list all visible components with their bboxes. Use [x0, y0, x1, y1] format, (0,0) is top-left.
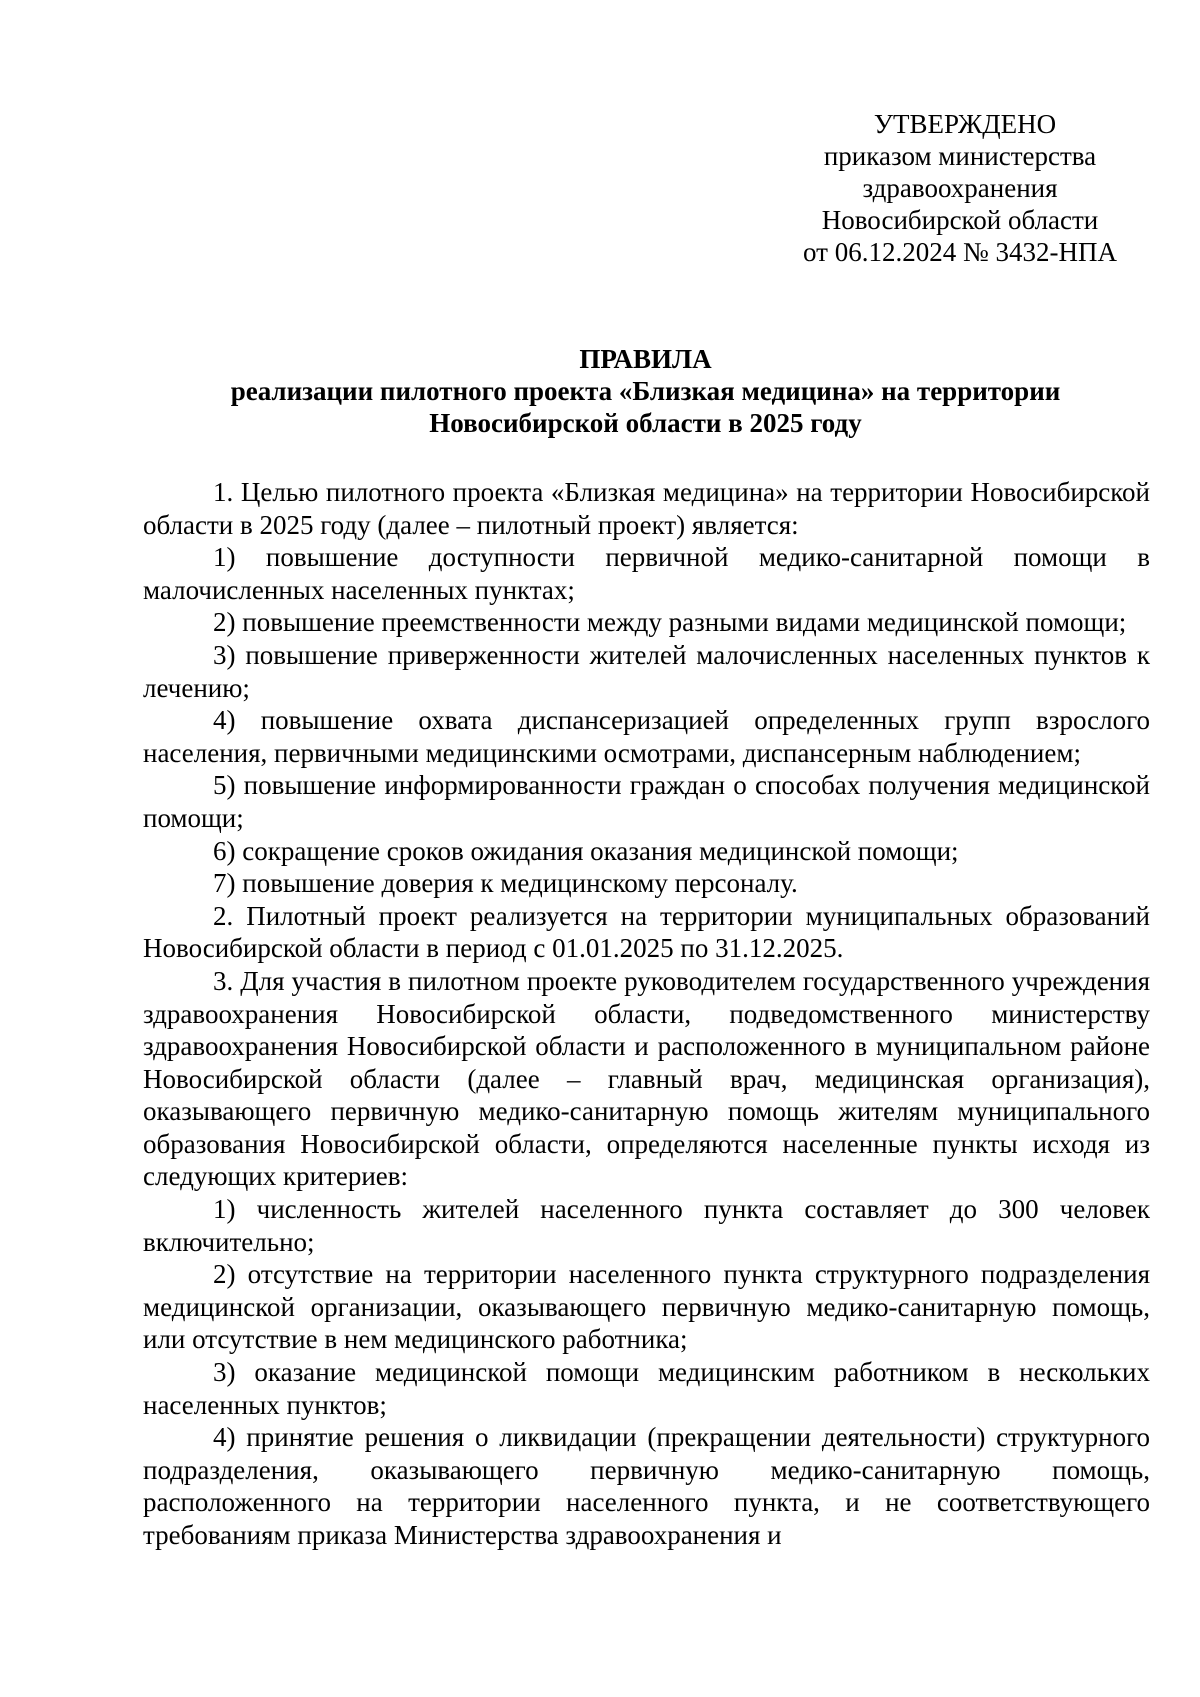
approval-line-2: здравоохранения [862, 173, 1058, 203]
approval-line-1: приказом министерства [823, 141, 1097, 171]
approval-line-3: Новосибирской области [821, 205, 1099, 235]
title-line-1: реализации пилотного проекта «Близкая медицина» на территории [230, 376, 1061, 406]
paragraph-1-item-4: 4) повышение охвата диспансеризацией определенных групп взрослого населения, первичными медицинскими осмотрами, диспансерным наблюдением; [143, 705, 1150, 768]
document-body [143, 476, 1150, 1552]
paragraph-3-item-3: 3) оказание медицинской помощи медицинским работником в нескольких населенных пунктов; [143, 1357, 1150, 1420]
paragraph-1-item-3: 3) повышение приверженности жителей малочисленных населенных пунктов к лечению; [143, 639, 1150, 703]
paragraph-3-item-1: 1) численность жителей населенного пункта составляет до 300 человек включительно; [143, 1194, 1150, 1257]
paragraph-3-item-4: 4) принятие решения о ликвидации (прекращении деятельности) структурного подразделения, оказывающего первичную медико-санитарную помощь, расположенного на территории населенного пункта, и не соответствующего требованиям приказа Министерства здравоохранения и [143, 1422, 1150, 1550]
paragraph-1: 1. Целью пилотного проекта «Близкая медицина» на территории Новосибирской области в 2025 году (далее – пилотный проект) является: [143, 477, 1150, 540]
paragraph-1-item-7: 7) повышение доверия к медицинскому персоналу. [213, 868, 798, 899]
document-title [140, 343, 1151, 439]
paragraph-3-item-2: 2) отсутствие на территории населенного пункта структурного подразделения медицинской организации, оказывающего первичную медико-санитарную помощь, или отсутствие в нем медицинского работника; [143, 1259, 1150, 1355]
approval-heading: УТВЕРЖДЕНО [873, 109, 1057, 139]
paragraph-1-item-1: 1) повышение доступности первичной медико-санитарной помощи в малочисленных населенных пунктах; [143, 542, 1150, 605]
paragraph-2: 2. Пилотный проект реализуется на территории муниципальных образований Новосибирской области в период с 01.01.2025 по 31.12.2025. [143, 900, 1150, 964]
approval-line-4: от 06.12.2024 № 3432-НПА [803, 237, 1117, 267]
paragraph-3: 3. Для участия в пилотном проекте руководителем государственного учреждения здравоохранения Новосибирской области, подведомственного министерству здравоохранения Новосибирской области и расположенного в муниципальном районе Новосибирской области (далее – главный врач, медицинская организация), оказывающего первичную медико-санитарную помощь жителям муниципального образования Новосибирской области, определяются населенные пункты исходя из следующих критериев: [143, 965, 1150, 1192]
paragraph-1-item-6: 6) сокращение сроков ожидания оказания медицинской помощи; [213, 835, 959, 866]
approval-stamp-block [770, 108, 1150, 268]
title-main: ПРАВИЛА [579, 344, 712, 374]
paragraph-1-item-2: 2) повышение преемственности между разными видами медицинской помощи; [213, 607, 1127, 638]
paragraph-1-item-5: 5) повышение информированности граждан о способах получения медицинской помощи; [143, 770, 1150, 833]
title-line-2: Новосибирской области в 2025 году [429, 408, 862, 438]
